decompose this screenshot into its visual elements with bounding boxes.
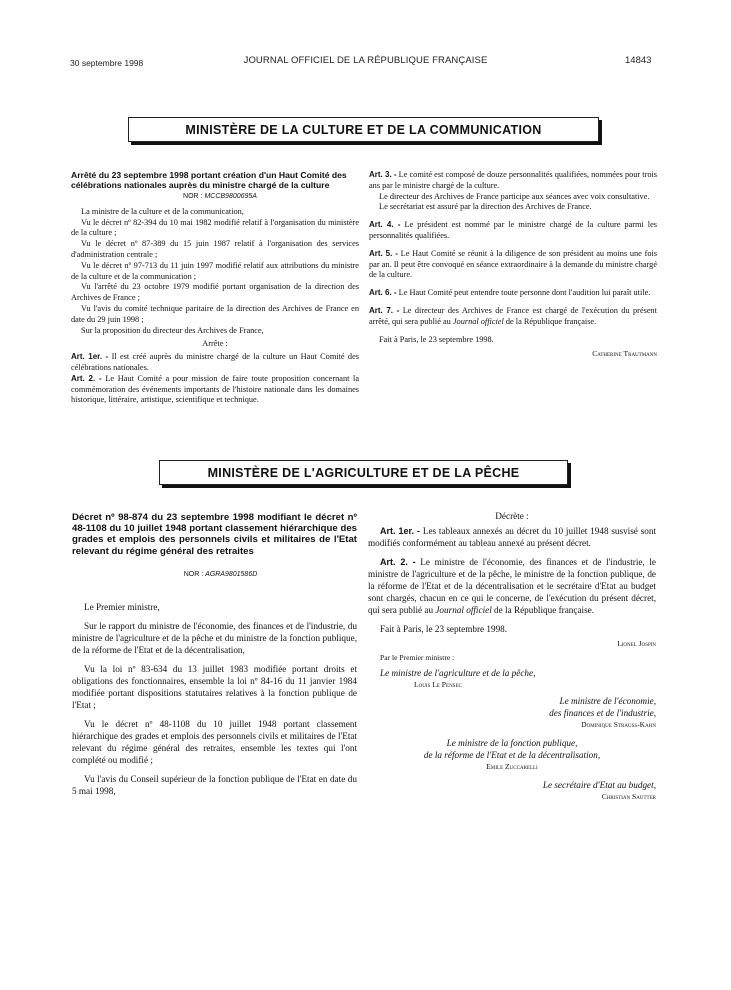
decret-title: Décret nº 98-874 du 23 septembre 1998 modifiant le décret nº 48-1108 du 10 juillet 1948 portant classement hiérarchique des grades et emplois des personnels civils et militaires de l'Etat relevant du régime général des retraites [72,512,357,557]
article-2: Art. 2. - Le Haut Comité a pour mission de faire toute proposition concernant la commémoration des événements importants de l'histoire nationale dans les domaines historique, littéraire, artistique, scientifique et technique. [71,373,360,405]
visa-paragraph: Sur la proposition du directeur des Archives de France, [81,325,264,335]
section2-left-column [72,512,357,797]
signature-agriculture: Louis Le Pensec [414,680,462,689]
role-budget: Le secrétaire d'Etat au budget, [542,780,656,790]
signature-fonction-publique: Emile Zuccarelli [486,762,538,771]
visa-paragraph: Vu l'arrêté du 23 octobre 1979 modifié portant organisation de la direction des Archives de France ; [71,282,359,303]
par-le-premier-ministre: Par le Premier ministre : [380,653,455,662]
visa-paragraph: Le Premier ministre, [84,601,160,612]
ministry-culture-heading: MINISTÈRE DE LA CULTURE ET DE LA COMMUNICATION [128,117,599,142]
ministry-agriculture-heading: MINISTÈRE DE L'AGRICULTURE ET DE LA PÊCHE [159,460,568,485]
arrete-word: Arrête : [202,339,228,349]
visa-paragraph: Vu l'avis du Conseil supérieur de la fonction publique de l'Etat en date du 5 mai 1998, [72,773,357,796]
signature-budget: Christian Sautter [601,792,656,801]
visa-paragraph: Vu le décret nº 48-1108 du 10 juillet 1948 portant classement hiérarchique des grades et emplois des personnels civils et militaires de l'Etat relevant du régime général des retraites, ensemble les textes qui l'ont complété ou modifié ; [72,718,357,765]
header-date: 30 septembre 1998 [70,58,144,68]
visa-paragraph: Vu le décret nº 97-713 du 11 juin 1997 modifié relatif aux attributions du ministre de la culture et de la communication ; [71,260,359,281]
article-3-paragraph: Le secrétariat est assuré par la direction des Archives de France. [379,202,592,212]
visa-paragraph: Vu le décret nº 82-394 du 10 mai 1982 modifié relatif à l'organisation du ministère de la culture ; [71,217,359,238]
fait-a-paris: Fait à Paris, le 23 septembre 1998. [380,624,508,634]
journal-title: JOURNAL OFFICIEL DE LA RÉPUBLIQUE FRANÇAISE [243,55,488,66]
article-4: Art. 4. - Le président est nommé par le ministre chargé de la culture parmi les personnalités qualifiées. [369,220,658,240]
visa-paragraph: Vu le décret nº 87-389 du 15 juin 1987 relatif à l'organisation des services d'administration centrale ; [71,239,359,259]
article-3-paragraph: Le directeur des Archives de France participe aux séances avec voix consultative. [379,191,650,201]
signature-premier-ministre: Lionel Jospin [617,639,656,648]
visa-paragraph: Vu la loi nº 83-634 du 13 juillet 1983 modifiée portant droits et obligations des fonctionnaires, ensemble la loi nº 84-16 du 11 janvier 1984 modifiée portant dispositions statutaires relatives à la fonction publique de l'Etat ; [72,663,357,710]
visa-paragraph: La ministre de la culture et de la communication, [81,206,244,216]
section2-right-column [368,510,656,803]
role-agriculture: Le ministre de l'agriculture et de la pêche, [380,668,536,678]
section1-right-column [369,170,657,360]
visa-paragraph: Sur le rapport du ministre de l'économie, des finances et de l'industrie, du ministre de l'agriculture et de la pêche et du ministre de la fonction publique, de la réforme de l'Etat et de la décentralisation, [72,620,357,655]
page-number: 14843 [625,55,652,66]
article-2: Art. 2. - Le ministre de l'économie, des finances et de l'industrie, le ministre de l'agriculture et de la pêche, le ministre de la fonction publique, de la réforme de l'Etat et de la décentralisation et le secrétaire d'Etat au budget sont chargés, chacun en ce qui le concerne, de l'exécution du présent décret, qui sera publié au Journal officiel de la République française. [368,557,656,615]
signature: Catherine Trautmann [592,349,657,359]
article-5: Art. 5. - Le Haut Comité se réunit à la diligence de son président au moins une fois par an. Il peut être convoqué en séance extraordinaire à la demande du ministre chargé de la culture. [369,248,658,280]
fait-a-paris: Fait à Paris, le 23 septembre 1998. [379,334,494,344]
nor-reference: NOR : AGRA9801586D [183,570,258,578]
article-6: Art. 6. - Le Haut Comité peut entendre toute personne dont l'audition lui paraît utile. [369,288,651,298]
role-economie: des finances et de l'industrie, [549,708,656,718]
article-1: Art. 1er. - Les tableaux annexés au décret du 10 juillet 1948 susvisé sont modifiés conformément au tableau annexé au présent décret. [368,526,657,548]
article-7: Art. 7. - Le directeur des Archives de France est chargé de l'exécution du présent arrêté, qui sera publié au Journal officiel de la République française. [369,305,657,326]
section1-left-column [71,170,359,406]
visa-paragraph: Vu l'avis du comité technique paritaire de la direction des Archives de France en date du 29 juin 1998 ; [71,303,359,324]
role-economie: Le ministre de l'économie, [559,696,656,706]
article-3: Art. 3. - Le comité est composé de douze personnalités qualifiées, nommées pour trois ans par le ministre chargé de la culture. [369,170,658,190]
article-1: Art. 1er. - Il est créé auprès du ministre chargé de la culture un Haut Comité des célébrations nationales. [71,352,359,372]
decrete-word: Décrète : [495,511,529,521]
nor-reference: NOR : MCCB9800695A [183,193,257,200]
arrete-title: Arrêté du 23 septembre 1998 portant création d'un Haut Comité des célébrations nationales auprès du ministre chargé de la culture [71,170,347,190]
signature-economie: Dominique Strauss-Kahn [581,720,656,729]
role-fonction-publique: de la réforme de l'Etat et de la décentralisation, [423,750,601,760]
role-fonction-publique: Le ministre de la fonction publique, [446,738,578,748]
